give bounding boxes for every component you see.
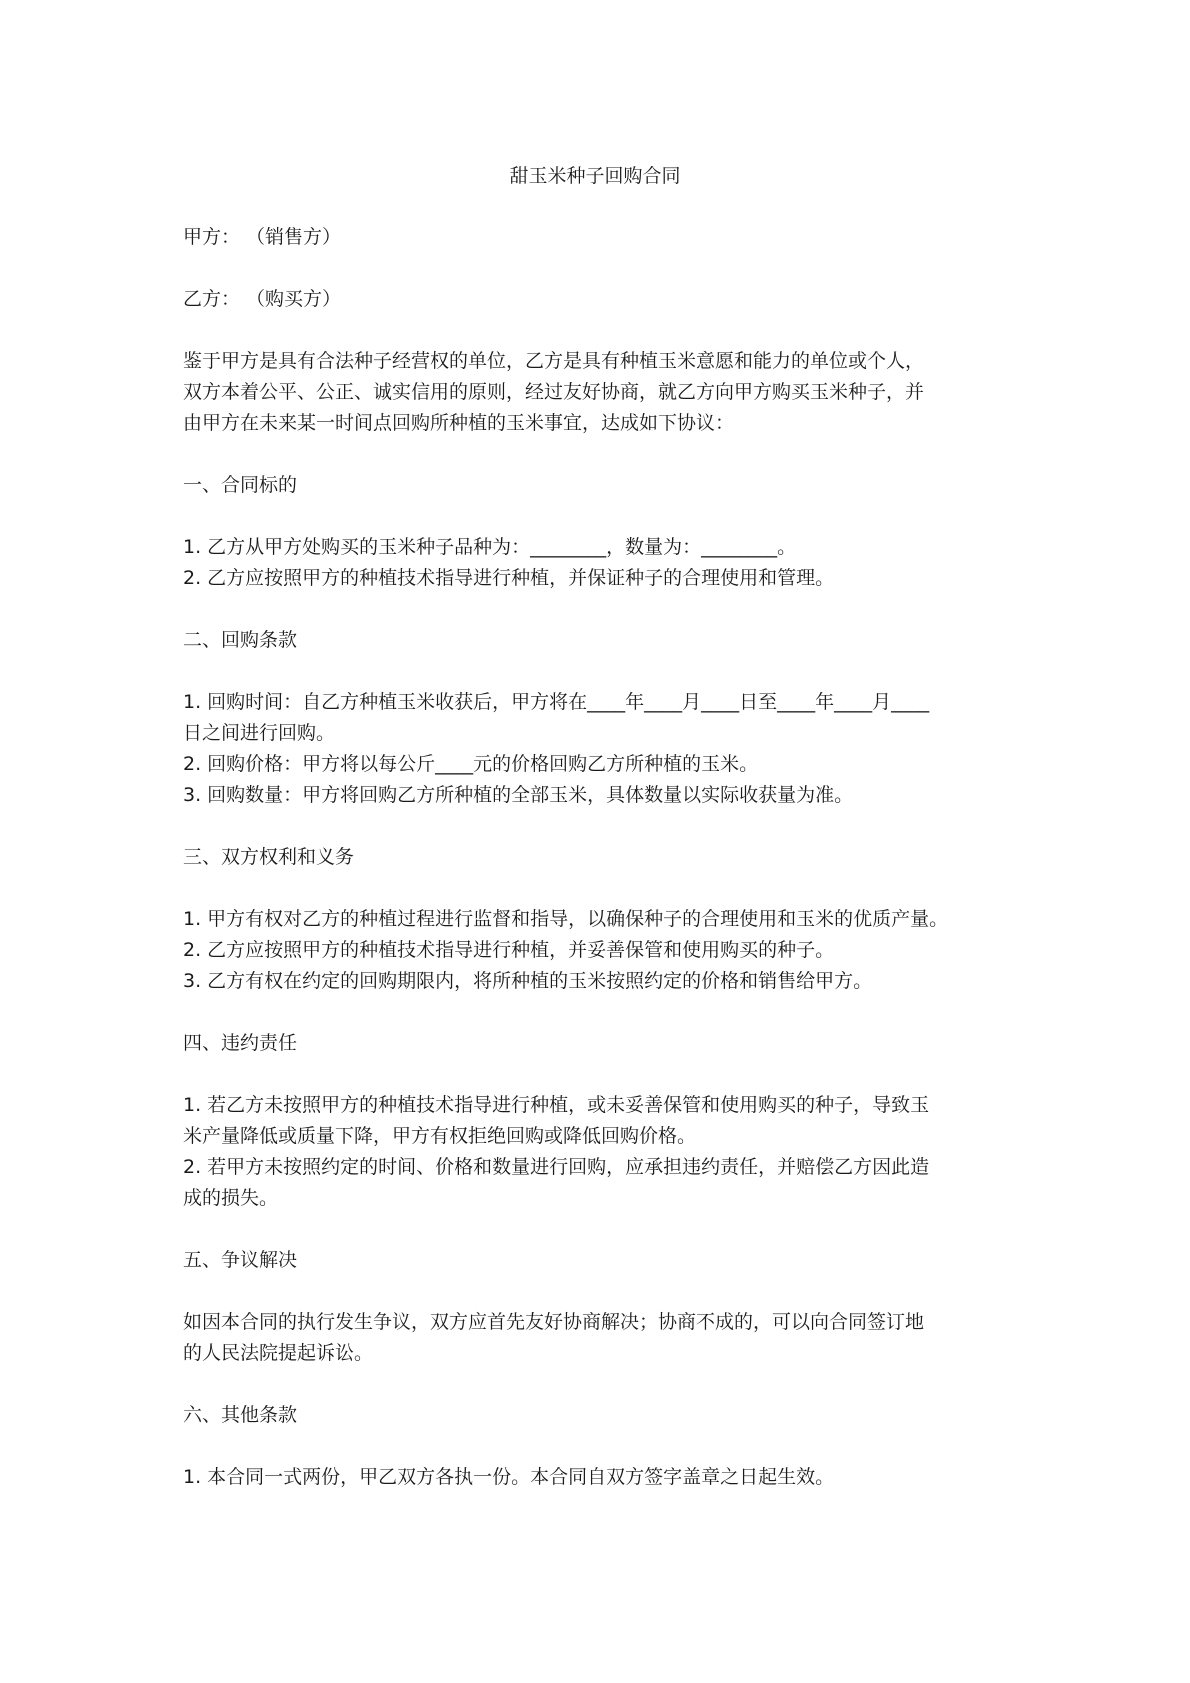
section-heading: 一、合同标的 [183, 474, 298, 496]
preamble-line: 双方本着公平、公正、诚实信用的原则，经过友好协商，就乙方向甲方购买玉米种子，并 [183, 381, 925, 403]
section-heading: 三、双方权利和义务 [183, 846, 355, 868]
clause-line: 如因本合同的执行发生争议，双方应首先友好协商解决；协商不成的，可以向合同签订地 [183, 1311, 925, 1333]
page-title: 甜玉米种子回购合同 [509, 165, 681, 187]
contract-body [183, 222, 1017, 1493]
party-a: 甲方： （销售方） [183, 226, 342, 248]
clause-line: 2. 若甲方未按照约定的时间、价格和数量进行回购，应承担违约责任，并赔偿乙方因此造 [183, 1156, 930, 1178]
preamble-line: 鉴于甲方是具有合法种子经营权的单位，乙方是具有种植玉米意愿和能力的单位或个人， [183, 350, 925, 372]
clause-line: 成的损失。 [183, 1187, 279, 1209]
section-heading: 二、回购条款 [183, 629, 298, 651]
clause-line: 3. 回购数量：甲方将回购乙方所种植的全部玉米，具体数量以实际收获量为准。 [183, 784, 854, 806]
section-heading: 六、其他条款 [183, 1404, 298, 1426]
clause-line: 3. 乙方有权在约定的回购期限内，将所种植的玉米按照约定的价格和销售给甲方。 [183, 970, 873, 992]
section-heading: 四、违约责任 [183, 1032, 298, 1054]
clause-line: 1. 本合同一式两份，甲乙双方各执一份。本合同自双方签字盖章之日起生效。 [183, 1466, 835, 1488]
clause-line: 日之间进行回购。 [183, 722, 336, 744]
clause-line: 1. 若乙方未按照甲方的种植技术指导进行种植，或未妥善保管和使用购买的种子，导致玉 [183, 1094, 930, 1116]
section-heading: 五、争议解决 [183, 1249, 298, 1271]
party-b: 乙方： （购买方） [183, 288, 342, 310]
clause-line: 1. 回购时间：自乙方种植玉米收获后，甲方将在____年____月____日至____年____月____ [183, 691, 930, 713]
clause-line: 2. 回购价格：甲方将以每公斤____元的价格回购乙方所种植的玉米。 [183, 753, 759, 775]
clause-line: 米产量降低或质量下降，甲方有权拒绝回购或降低回购价格。 [183, 1125, 697, 1147]
preamble-line: 由甲方在未来某一时间点回购所种植的玉米事宜，达成如下协议： [183, 412, 735, 434]
clause-line: 1. 甲方有权对乙方的种植过程进行监督和指导，以确保种子的合理使用和玉米的优质产量。 [183, 908, 949, 930]
clause-line: 2. 乙方应按照甲方的种植技术指导进行种植，并妥善保管和使用购买的种子。 [183, 939, 835, 961]
clause-line: 2. 乙方应按照甲方的种植技术指导进行种植，并保证种子的合理使用和管理。 [183, 567, 835, 589]
clause-line: 的人民法院提起诉讼。 [183, 1342, 374, 1364]
clause-line: 1. 乙方从甲方处购买的玉米种子品种为：________，数量为：________。 [183, 536, 797, 558]
